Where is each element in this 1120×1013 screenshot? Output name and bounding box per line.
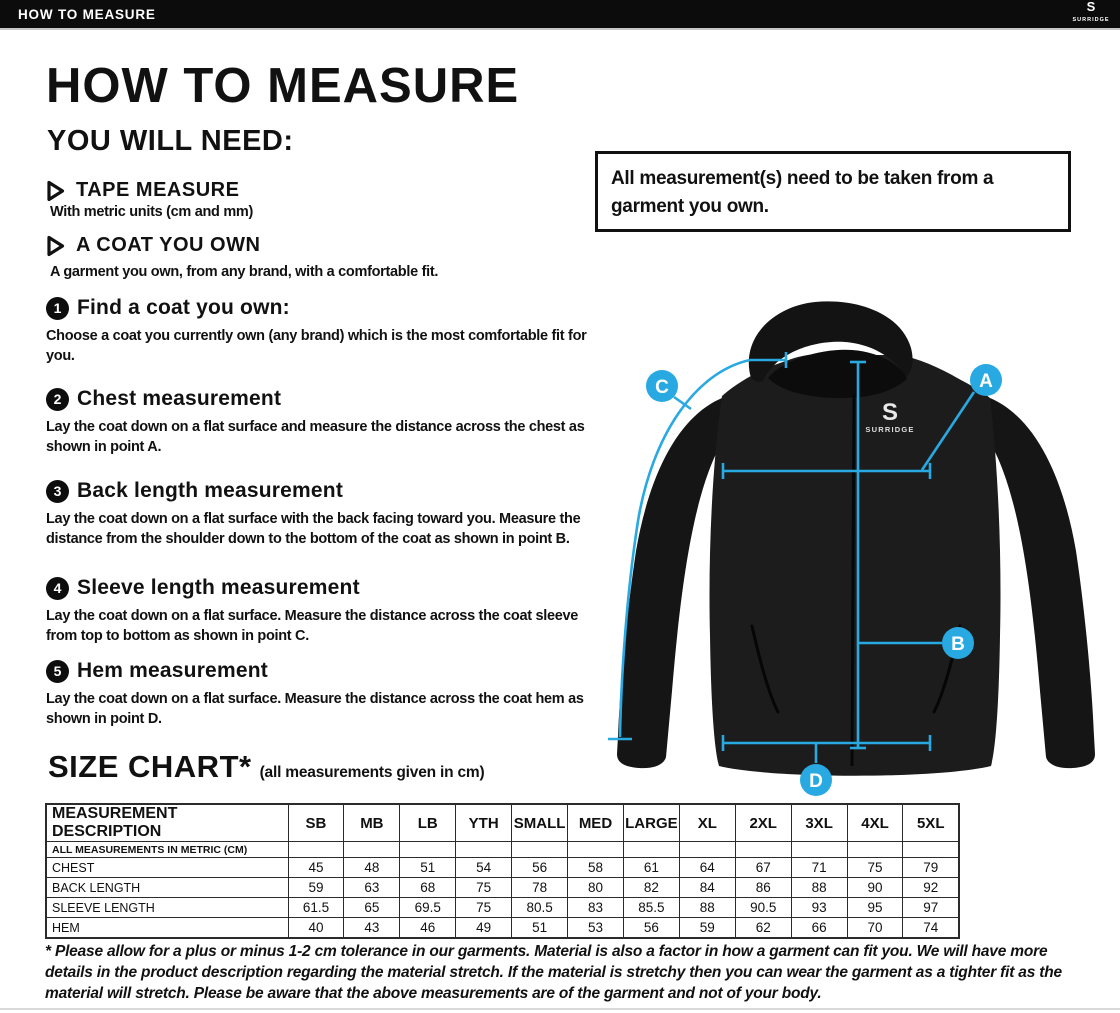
top-banner xyxy=(0,0,1120,30)
need-item-coat xyxy=(46,234,260,257)
cell: 53 xyxy=(568,918,624,939)
cell: 49 xyxy=(456,918,512,939)
cell: 43 xyxy=(344,918,400,939)
step-desc: Lay the coat down on a flat surface. Measure the distance across the coat hem as shown in point D. xyxy=(46,691,584,727)
column-header: LB xyxy=(400,804,456,842)
jacket-illustration xyxy=(600,296,1115,806)
tolerance-footnote: * Please allow for a plus or minus 1-2 cm tolerance in our garments. Material is also a factor in how a garment can fit you. We will have more details in the product description regarding the material stretch. If the material is stretchy then you can wear the garment as a tighter fit as the material will stretch. Please be aware that the above measurements are of the garment and not of your body. xyxy=(45,943,1062,1002)
step-number-badge: 4 xyxy=(46,577,69,600)
page-title: HOW TO MEASURE xyxy=(46,59,520,113)
table-row-hem xyxy=(46,918,959,939)
cell: 88 xyxy=(791,878,847,898)
cell: 82 xyxy=(623,878,679,898)
empty-cell xyxy=(456,842,512,858)
row-label: SLEEVE LENGTH xyxy=(46,898,288,918)
cell: 61 xyxy=(623,858,679,878)
marker-d xyxy=(800,764,832,796)
step-number-badge: 1 xyxy=(46,297,69,320)
column-header: YTH xyxy=(456,804,512,842)
cell: 79 xyxy=(903,858,959,878)
empty-cell xyxy=(288,842,344,858)
empty-cell xyxy=(847,842,903,858)
callout-box: All measurement(s) need to be taken from a garment you own. xyxy=(595,151,1071,232)
marker-b xyxy=(942,627,974,659)
marker-c xyxy=(646,370,678,402)
cell: 71 xyxy=(791,858,847,878)
cell: 45 xyxy=(288,858,344,878)
marker-a xyxy=(970,364,1002,396)
step-desc: Choose a coat you currently own (any brand) which is the most comfortable fit for you. xyxy=(46,328,587,364)
cell: 93 xyxy=(791,898,847,918)
cell: 88 xyxy=(679,898,735,918)
marker-c-label: C xyxy=(655,377,669,398)
column-header: MED xyxy=(568,804,624,842)
cell: 90.5 xyxy=(735,898,791,918)
need-item-tape-measure xyxy=(46,179,239,202)
size-chart-units-note: (all measurements given in cm) xyxy=(259,764,485,781)
column-header: 2XL xyxy=(735,804,791,842)
column-header: 3XL xyxy=(791,804,847,842)
cell: 68 xyxy=(400,878,456,898)
step-3 xyxy=(46,479,594,549)
step-title: Back length measurement xyxy=(77,479,344,502)
cell: 65 xyxy=(344,898,400,918)
step-title: Find a coat you own: xyxy=(77,296,290,319)
column-header: XL xyxy=(679,804,735,842)
zipper-line xyxy=(852,394,854,766)
cell: 69.5 xyxy=(400,898,456,918)
column-header: MEASUREMENT DESCRIPTION xyxy=(46,804,288,842)
logo-wordmark: SURRIDGE xyxy=(1072,16,1110,23)
step-number-badge: 3 xyxy=(46,480,69,503)
cell: 56 xyxy=(623,918,679,939)
table-row-back-length xyxy=(46,878,959,898)
step-title: Hem measurement xyxy=(77,659,268,682)
empty-cell xyxy=(679,842,735,858)
cell: 80 xyxy=(568,878,624,898)
jacket-left-sleeve xyxy=(617,398,724,768)
column-header: MB xyxy=(344,804,400,842)
step-title: Sleeve length measurement xyxy=(77,576,360,599)
surridge-logo-icon xyxy=(1068,0,1114,25)
cell: 66 xyxy=(791,918,847,939)
size-chart-heading xyxy=(48,749,484,785)
cell: 54 xyxy=(456,858,512,878)
empty-cell xyxy=(735,842,791,858)
empty-cell xyxy=(344,842,400,858)
metric-note: ALL MEASUREMENTS IN METRIC (CM) xyxy=(46,842,288,858)
column-header: 4XL xyxy=(847,804,903,842)
jacket-logo-initial: S xyxy=(881,399,899,426)
cell: 63 xyxy=(344,878,400,898)
column-header: 5XL xyxy=(903,804,959,842)
empty-cell xyxy=(623,842,679,858)
marker-b-label: B xyxy=(951,634,965,655)
jacket-right-sleeve xyxy=(988,398,1095,768)
cell: 56 xyxy=(512,858,568,878)
header-row xyxy=(46,804,959,842)
cell: 75 xyxy=(456,878,512,898)
row-label: HEM xyxy=(46,918,288,939)
cell: 95 xyxy=(847,898,903,918)
column-header: SB xyxy=(288,804,344,842)
empty-cell xyxy=(400,842,456,858)
cell: 85.5 xyxy=(623,898,679,918)
step-4 xyxy=(46,576,594,646)
cell: 75 xyxy=(456,898,512,918)
empty-cell xyxy=(791,842,847,858)
cell: 46 xyxy=(400,918,456,939)
cell: 83 xyxy=(568,898,624,918)
triangle-bullet-icon xyxy=(46,235,66,257)
need-item-label: A COAT YOU OWN xyxy=(76,234,261,256)
column-header: LARGE xyxy=(623,804,679,842)
cell: 51 xyxy=(512,918,568,939)
cell: 70 xyxy=(847,918,903,939)
cell: 58 xyxy=(568,858,624,878)
banner-title: HOW TO MEASURE xyxy=(18,6,156,22)
cell: 90 xyxy=(847,878,903,898)
empty-cell xyxy=(512,842,568,858)
need-item-desc: A garment you own, from any brand, with a comfortable fit. xyxy=(50,264,439,280)
row-label: BACK LENGTH xyxy=(46,878,288,898)
cell: 59 xyxy=(288,878,344,898)
cell: 92 xyxy=(903,878,959,898)
step-desc: Lay the coat down on a flat surface. Measure the distance across the coat sleeve from top to bottom as shown in point C. xyxy=(46,608,579,644)
step-number-badge: 2 xyxy=(46,388,69,411)
need-item-desc: With metric units (cm and mm) xyxy=(50,204,254,220)
metric-note-row xyxy=(46,842,959,858)
size-chart-table xyxy=(45,803,960,939)
cell: 78 xyxy=(512,878,568,898)
step-desc: Lay the coat down on a flat surface and measure the distance across the chest as shown in point A. xyxy=(46,419,585,455)
step-title: Chest measurement xyxy=(77,387,282,410)
step-5 xyxy=(46,659,594,729)
marker-d-label: D xyxy=(809,771,823,792)
need-item-label: TAPE MEASURE xyxy=(76,179,240,201)
cell: 97 xyxy=(903,898,959,918)
logo-initial: S xyxy=(1086,0,1096,14)
cell: 61.5 xyxy=(288,898,344,918)
table-row-sleeve-length xyxy=(46,898,959,918)
you-will-need-heading: YOU WILL NEED: xyxy=(47,125,294,157)
cell: 67 xyxy=(735,858,791,878)
cell: 75 xyxy=(847,858,903,878)
size-chart-title: SIZE CHART* xyxy=(48,749,252,784)
jacket-logo-wordmark: SURRIDGE xyxy=(865,425,915,434)
cell: 80.5 xyxy=(512,898,568,918)
step-desc: Lay the coat down on a flat surface with the back facing toward you. Measure the distance from the shoulder down to the bottom of the coat as shown in point B. xyxy=(46,511,581,547)
step-number-badge: 5 xyxy=(46,660,69,683)
table-row-chest xyxy=(46,858,959,878)
step-1 xyxy=(46,296,594,366)
step-2 xyxy=(46,387,594,457)
cell: 51 xyxy=(400,858,456,878)
empty-cell xyxy=(903,842,959,858)
row-label: CHEST xyxy=(46,858,288,878)
cell: 62 xyxy=(735,918,791,939)
cell: 74 xyxy=(903,918,959,939)
cell: 84 xyxy=(679,878,735,898)
triangle-bullet-icon xyxy=(46,180,66,202)
empty-cell xyxy=(568,842,624,858)
cell: 86 xyxy=(735,878,791,898)
brand-logo xyxy=(1068,0,1120,30)
cell: 59 xyxy=(679,918,735,939)
marker-a-label: A xyxy=(979,371,993,392)
bottom-divider xyxy=(0,1008,1120,1010)
cell: 48 xyxy=(344,858,400,878)
column-header: SMALL xyxy=(512,804,568,842)
cell: 40 xyxy=(288,918,344,939)
cell: 64 xyxy=(679,858,735,878)
